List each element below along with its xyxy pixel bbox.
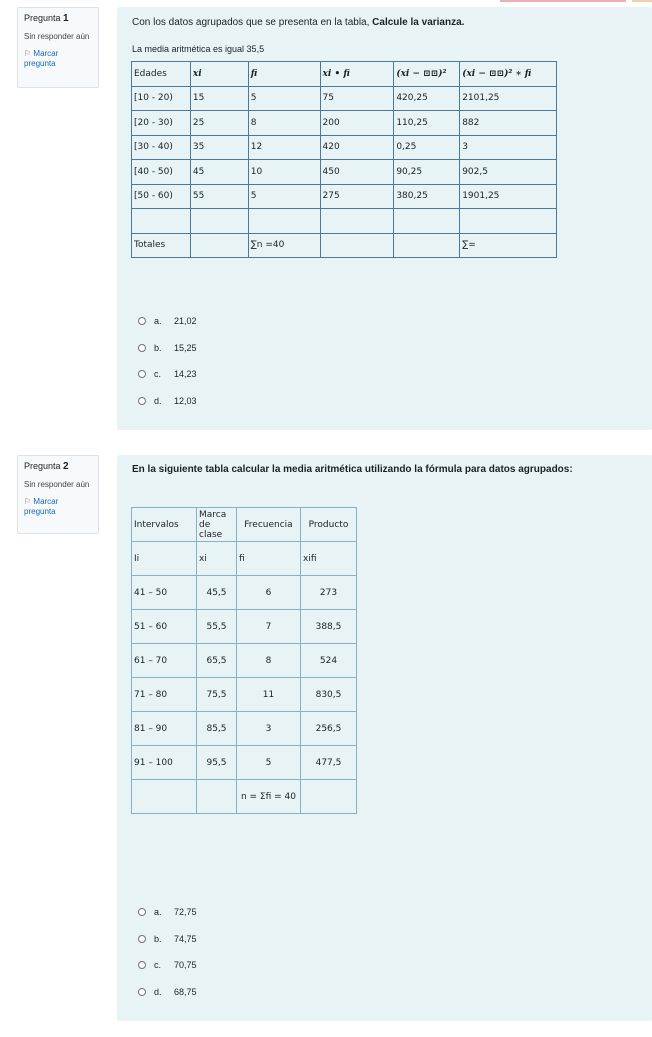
table-cell: 256,5 xyxy=(301,712,357,746)
table-cell xyxy=(320,209,394,234)
table-header-cell: fi xyxy=(248,62,320,87)
option-letter: b. xyxy=(154,342,162,353)
table-cell: 477,5 xyxy=(301,746,357,780)
option-letter: d. xyxy=(154,986,162,997)
table-cell: 75,5 xyxy=(197,678,237,712)
table-cell: 85,5 xyxy=(197,712,237,746)
table-cell: 10 xyxy=(248,160,320,185)
table-header-cell: xi • fi xyxy=(320,62,394,87)
table-footer-cell xyxy=(301,780,357,814)
table-cell xyxy=(394,209,460,234)
table-header-cell: Intervalos xyxy=(132,508,197,542)
table-cell: 41 – 50 xyxy=(132,576,197,610)
table-cell: 200 xyxy=(320,111,394,136)
q2-flag-link[interactable]: ⚐ Marcar pregunta xyxy=(24,497,59,516)
table-symbol-row xyxy=(132,542,357,576)
table-cell: 71 – 80 xyxy=(132,678,197,712)
table-header-cell: Producto xyxy=(301,508,357,542)
flag-icon: ⚐ xyxy=(24,497,32,506)
table-total-cell xyxy=(320,233,394,258)
table-cell: 420,25 xyxy=(394,86,460,111)
table-cell: 830,5 xyxy=(301,678,357,712)
table-cell: 12 xyxy=(248,135,320,160)
radio-button[interactable] xyxy=(138,935,146,943)
answer-option[interactable] xyxy=(138,979,197,1006)
table-cell xyxy=(248,209,320,234)
table-row xyxy=(132,86,557,111)
option-value: 21,02 xyxy=(174,316,197,327)
table-symbol-cell: fi xyxy=(237,542,301,576)
table-cell: 61 – 70 xyxy=(132,644,197,678)
table-cell: 95,5 xyxy=(197,746,237,780)
table-row xyxy=(132,184,557,209)
q2-answers xyxy=(138,899,197,1005)
answer-option[interactable] xyxy=(138,926,197,953)
table-cell: 25 xyxy=(190,111,248,136)
answer-option[interactable] xyxy=(138,361,197,388)
table-header-cell: (xi − ⊡⊡)² ∗ fi xyxy=(460,62,557,87)
table-cell: 45 xyxy=(190,160,248,185)
table-cell: 0,25 xyxy=(394,135,460,160)
answer-option[interactable] xyxy=(138,335,197,362)
table-row xyxy=(132,712,357,746)
table-symbol-cell: Ii xyxy=(132,542,197,576)
q1-flag-link[interactable]: ⚐ Marcar pregunta xyxy=(24,49,59,68)
radio-button[interactable] xyxy=(138,961,146,969)
option-letter: a. xyxy=(154,316,162,327)
table-cell: [30 - 40) xyxy=(132,135,191,160)
table-cell: [50 - 60) xyxy=(132,184,191,209)
table-cell: [40 - 50) xyxy=(132,160,191,185)
q2-number: Pregunta 2 xyxy=(24,461,69,472)
table-row xyxy=(132,135,557,160)
table-row xyxy=(132,160,557,185)
table-cell: [10 - 20) xyxy=(132,86,191,111)
table-cell: 91 – 100 xyxy=(132,746,197,780)
table-footer-row xyxy=(132,780,357,814)
table-cell: 35 xyxy=(190,135,248,160)
table-cell: 3 xyxy=(460,135,557,160)
table-header-row xyxy=(132,62,557,87)
table-cell: 6 xyxy=(237,576,301,610)
answer-option[interactable] xyxy=(138,308,197,335)
table-total-cell: ∑n =40 xyxy=(248,233,320,258)
table-header-cell: Frecuencia xyxy=(237,508,301,542)
table-symbol-cell: xi xyxy=(197,542,237,576)
option-value: 14,23 xyxy=(174,369,197,380)
table-header-cell: (xi − ⊡⊡)² xyxy=(394,62,460,87)
option-value: 15,25 xyxy=(174,342,197,353)
table-row xyxy=(132,644,357,678)
q1-state: Sin responder aún xyxy=(24,32,90,41)
table-total-cell: ∑= xyxy=(460,233,557,258)
table-header-cell: xi xyxy=(190,62,248,87)
table-cell: 5 xyxy=(248,184,320,209)
option-value: 72,75 xyxy=(174,907,197,918)
table-cell: 1901,25 xyxy=(460,184,557,209)
table-cell: 65,5 xyxy=(197,644,237,678)
option-value: 68,75 xyxy=(174,986,197,997)
q1-info-panel xyxy=(17,7,99,88)
table-row xyxy=(132,111,557,136)
table-cell: 388,5 xyxy=(301,610,357,644)
radio-button[interactable] xyxy=(138,370,146,378)
table-cell: 8 xyxy=(248,111,320,136)
table-cell: 8 xyxy=(237,644,301,678)
q1-subtext: La media aritmética es igual 35,5 xyxy=(132,44,265,54)
table-cell: 275 xyxy=(320,184,394,209)
answer-option[interactable] xyxy=(138,899,197,926)
table-header-cell: Edades xyxy=(132,62,191,87)
table-cell: 450 xyxy=(320,160,394,185)
table-cell: 902,5 xyxy=(460,160,557,185)
table-cell: 15 xyxy=(190,86,248,111)
table-cell: 55,5 xyxy=(197,610,237,644)
table-cell: 3 xyxy=(237,712,301,746)
option-letter: a. xyxy=(154,907,162,918)
table-cell xyxy=(460,209,557,234)
table-cell: 5 xyxy=(248,86,320,111)
table-cell xyxy=(132,209,191,234)
q2-info-panel xyxy=(17,455,99,534)
table-totals-row xyxy=(132,233,557,258)
radio-button[interactable] xyxy=(138,988,146,996)
table-row xyxy=(132,610,357,644)
table-cell: 420 xyxy=(320,135,394,160)
q1-data-table xyxy=(131,61,557,258)
table-cell: 5 xyxy=(237,746,301,780)
radio-button[interactable] xyxy=(138,908,146,916)
table-total-cell: Totales xyxy=(132,233,191,258)
flag-icon: ⚐ xyxy=(24,49,32,58)
option-value: 74,75 xyxy=(174,933,197,944)
table-row xyxy=(132,746,357,780)
q2-question-text: En la siguiente tabla calcular la media aritmética utilizando la fórmula para datos agrupados: xyxy=(132,464,573,475)
table-cell: 110,25 xyxy=(394,111,460,136)
answer-option[interactable] xyxy=(138,952,197,979)
table-footer-cell: n = Σfi = 40 xyxy=(237,780,301,814)
table-cell: 380,25 xyxy=(394,184,460,209)
table-header-row xyxy=(132,508,357,542)
table-cell: 75 xyxy=(320,86,394,111)
table-total-cell xyxy=(190,233,248,258)
table-cell: 11 xyxy=(237,678,301,712)
table-footer-cell xyxy=(197,780,237,814)
q1-question-text: Con los datos agrupados que se presenta en la tabla, Calcule la varianza. xyxy=(132,17,465,28)
table-symbol-cell: xifi xyxy=(301,542,357,576)
radio-button[interactable] xyxy=(138,344,146,352)
table-cell: 2101,25 xyxy=(460,86,557,111)
option-letter: b. xyxy=(154,933,162,944)
table-cell: 81 – 90 xyxy=(132,712,197,746)
option-value: 12,03 xyxy=(174,395,197,406)
top-accent-bar xyxy=(500,0,626,2)
option-letter: d. xyxy=(154,395,162,406)
q2-state: Sin responder aún xyxy=(24,480,90,489)
table-footer-cell xyxy=(132,780,197,814)
option-letter: c. xyxy=(154,369,162,380)
q1-answers xyxy=(138,308,197,414)
table-row xyxy=(132,209,557,234)
option-letter: c. xyxy=(154,960,162,971)
table-cell: 51 – 60 xyxy=(132,610,197,644)
table-total-cell xyxy=(394,233,460,258)
table-row xyxy=(132,678,357,712)
table-cell xyxy=(190,209,248,234)
q1-number: Pregunta 1 xyxy=(24,13,69,24)
answer-option[interactable] xyxy=(138,388,197,415)
radio-button[interactable] xyxy=(138,397,146,405)
table-cell: 55 xyxy=(190,184,248,209)
radio-button[interactable] xyxy=(138,317,146,325)
table-cell: 273 xyxy=(301,576,357,610)
table-cell: 524 xyxy=(301,644,357,678)
table-row xyxy=(132,576,357,610)
table-cell: 882 xyxy=(460,111,557,136)
top-accent-bar-2 xyxy=(632,0,652,2)
table-cell: 7 xyxy=(237,610,301,644)
table-header-cell: Marca de clase xyxy=(197,508,237,542)
table-cell: [20 - 30) xyxy=(132,111,191,136)
q2-data-table xyxy=(131,507,357,814)
table-cell: 90,25 xyxy=(394,160,460,185)
table-cell: 45,5 xyxy=(197,576,237,610)
option-value: 70,75 xyxy=(174,960,197,971)
